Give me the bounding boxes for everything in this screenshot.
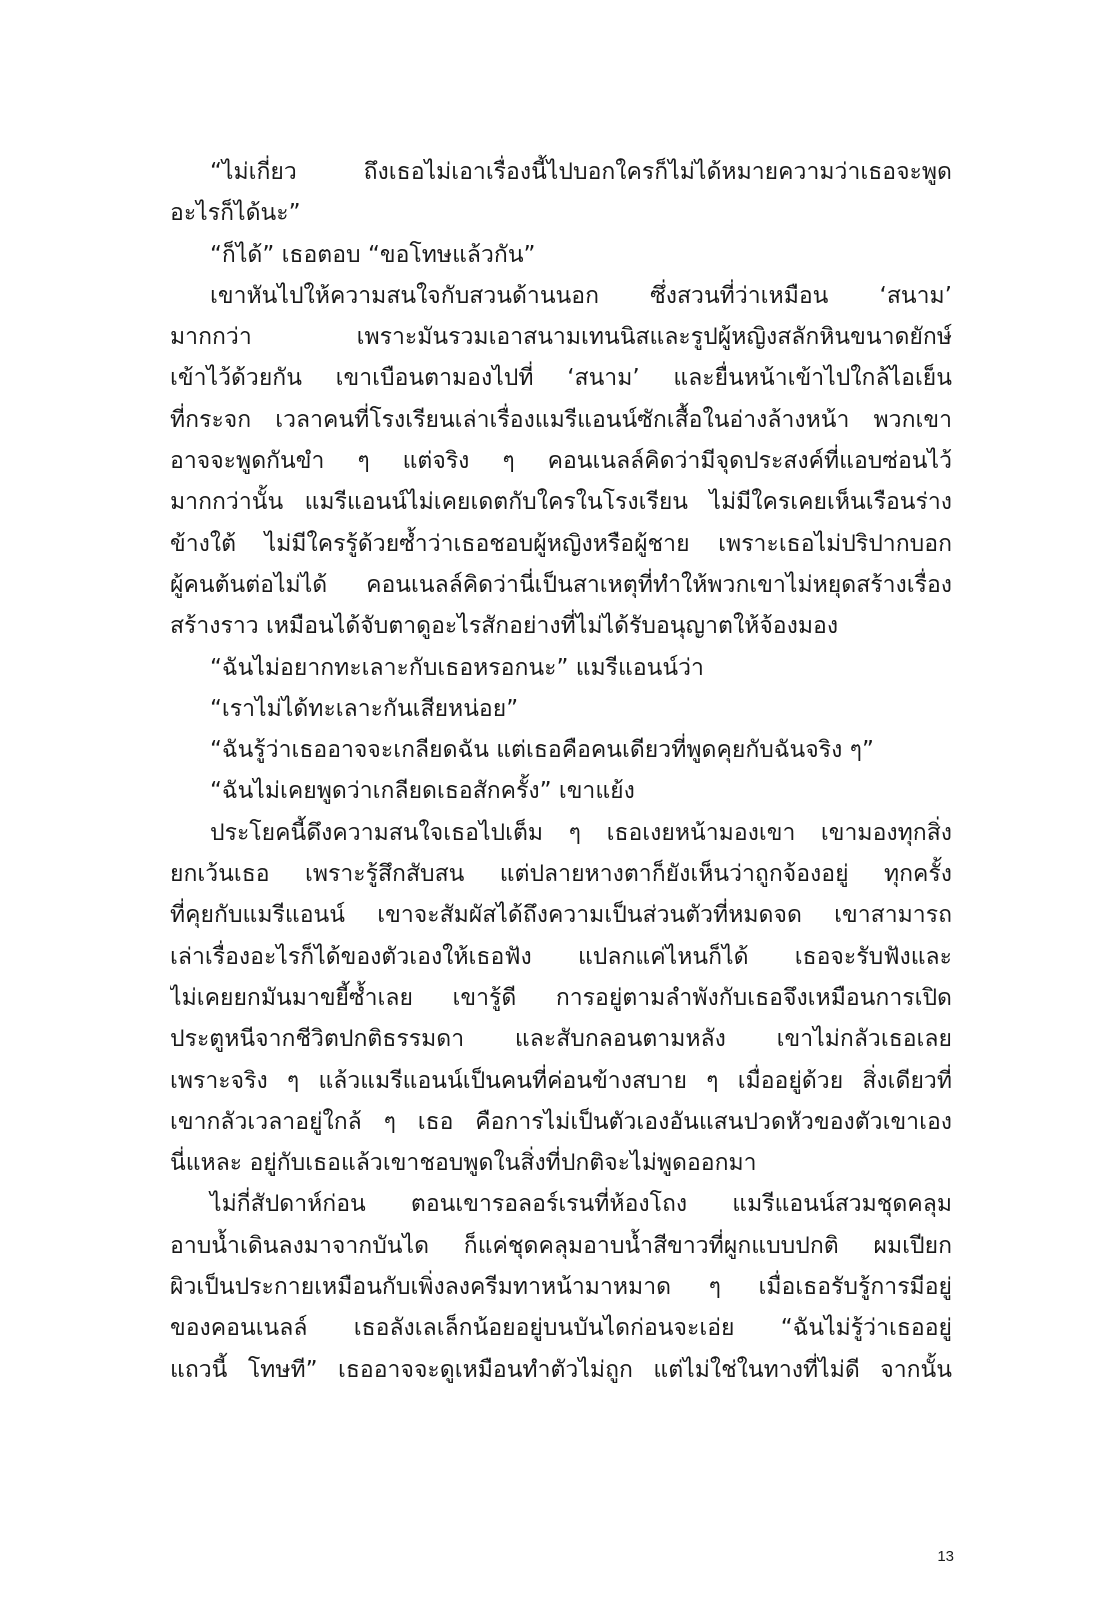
text-line: ที่กระจก เวลาคนที่โรงเรียนเล่าเรื่องแมรีแอนน์ซักเสื้อในอ่างล้างหน้า พวกเขา xyxy=(170,406,952,433)
body-text xyxy=(170,152,952,1391)
text-line: ไม่เคยยกมันมาขยี้ซ้ำเลย เขารู้ดี การอยู่ตามลำพังกับเธอจึงเหมือนการเปิด xyxy=(170,984,952,1011)
text-line: เพราะจริง ๆ แล้วแมรีแอนน์เป็นคนที่ค่อนข้างสบาย ๆ เมื่ออยู่ด้วย สิ่งเดียวที่ xyxy=(170,1067,952,1094)
text-line: ยกเว้นเธอ เพราะรู้สึกสับสน แต่ปลายหางตาก็ยังเห็นว่าถูกจ้องอยู่ ทุกครั้ง xyxy=(170,861,952,888)
text-line: ประตูหนีจากชีวิตปกติธรรมดา และสับกลอนตามหลัง เขาไม่กลัวเธอเลย xyxy=(170,1026,952,1053)
text-line: อาบน้ำเดินลงมาจากบันได ก็แค่ชุดคลุมอาบน้ำสีขาวที่ผูกแบบปกติ ผมเปียก xyxy=(170,1232,952,1259)
text-line: “ก็ได้” เธอตอบ “ขอโทษแล้วกัน” xyxy=(210,241,536,268)
text-line: เขาหันไปให้ความสนใจกับสวนด้านนอก ซึ่งสวนที่ว่าเหมือน ‘สนาม’ xyxy=(210,282,952,309)
text-line: ประโยคนี้ดึงความสนใจเธอไปเต็ม ๆ เธอเงยหน้ามองเขา เขามองทุกสิ่ง xyxy=(210,819,952,846)
text-line: ข้างใต้ ไม่มีใครรู้ด้วยซ้ำว่าเธอชอบผู้หญิงหรือผู้ชาย เพราะเธอไม่ปริปากบอก xyxy=(170,530,952,557)
text-line: ที่คุยกับแมรีแอนน์ เขาจะสัมผัสได้ถึงความเป็นส่วนตัวที่หมดจด เขาสามารถ xyxy=(170,902,952,929)
text-line: นี่แหละ อยู่กับเธอแล้วเขาชอบพูดในสิ่งที่ปกติจะไม่พูดออกมา xyxy=(170,1150,757,1177)
text-line: อาจจะพูดกันขำ ๆ แต่จริง ๆ คอนเนลล์คิดว่ามีจุดประสงค์ที่แอบซ่อนไว้ xyxy=(170,448,952,475)
text-line: เล่าเรื่องอะไรก็ได้ของตัวเองให้เธอฟัง แปลกแค่ไหนก็ได้ เธอจะรับฟังและ xyxy=(170,943,952,970)
text-line: “เราไม่ได้ทะเลาะกันเสียหน่อย” xyxy=(210,695,519,722)
text-line: อะไรก็ได้นะ” xyxy=(170,200,301,227)
text-line: ผิวเป็นประกายเหมือนกับเพิ่งลงครีมทาหน้ามาหมาด ๆ เมื่อเธอรับรู้การมีอยู่ xyxy=(170,1274,952,1301)
text-line: “ฉันไม่เคยพูดว่าเกลียดเธอสักครั้ง” เขาแย้ง xyxy=(210,778,635,805)
text-line: “ไม่เกี่ยว ถึงเธอไม่เอาเรื่องนี้ไปบอกใครก็ไม่ได้หมายความว่าเธอจะพูด xyxy=(210,159,952,185)
text-line: มากกว่า เพราะมันรวมเอาสนามเทนนิสและรูปผู้หญิงสลักหินขนาดยักษ์ xyxy=(170,324,952,351)
text-line: ไม่กี่สัปดาห์ก่อน ตอนเขารอลอร์เรนที่ห้องโถง แมรีแอนน์สวมชุดคลุม xyxy=(210,1191,952,1218)
text-line: เขากลัวเวลาอยู่ใกล้ ๆ เธอ คือการไม่เป็นตัวเองอันแสนปวดหัวของตัวเขาเอง xyxy=(170,1108,952,1135)
page-number: 13 xyxy=(937,1548,954,1565)
text-line: สร้างราว เหมือนได้จับตาดูอะไรสักอย่างที่ไม่ได้รับอนุญาตให้จ้องมอง xyxy=(170,613,839,640)
text-line: “ฉันรู้ว่าเธออาจจะเกลียดฉัน แต่เธอคือคนเดียวที่พูดคุยกับฉันจริง ๆ” xyxy=(210,737,874,764)
text-line: เข้าไว้ด้วยกัน เขาเบือนตามองไปที่ ‘สนาม’ และยื่นหน้าเข้าไปใกล้ไอเย็น xyxy=(170,365,952,392)
text-line: แถวนี้ โทษที” เธออาจจะดูเหมือนทำตัวไม่ถูก แต่ไม่ใช่ในทางที่ไม่ดี จากนั้น xyxy=(170,1356,952,1383)
text-line: มากกว่านั้น แมรีแอนน์ไม่เคยเดตกับใครในโรงเรียน ไม่มีใครเคยเห็นเรือนร่าง xyxy=(170,489,952,516)
text-line: ของคอนเนลล์ เธอลังเลเล็กน้อยอยู่บนบันไดก่อนจะเอ่ย “ฉันไม่รู้ว่าเธออยู่ xyxy=(170,1315,952,1342)
text-line: “ฉันไม่อยากทะเลาะกับเธอหรอกนะ” แมรีแอนน์ว่า xyxy=(210,654,704,681)
text-line: ผู้คนต้นต่อไม่ได้ คอนเนลล์คิดว่านี่เป็นสาเหตุที่ทำให้พวกเขาไม่หยุดสร้างเรื่อง xyxy=(170,571,952,598)
